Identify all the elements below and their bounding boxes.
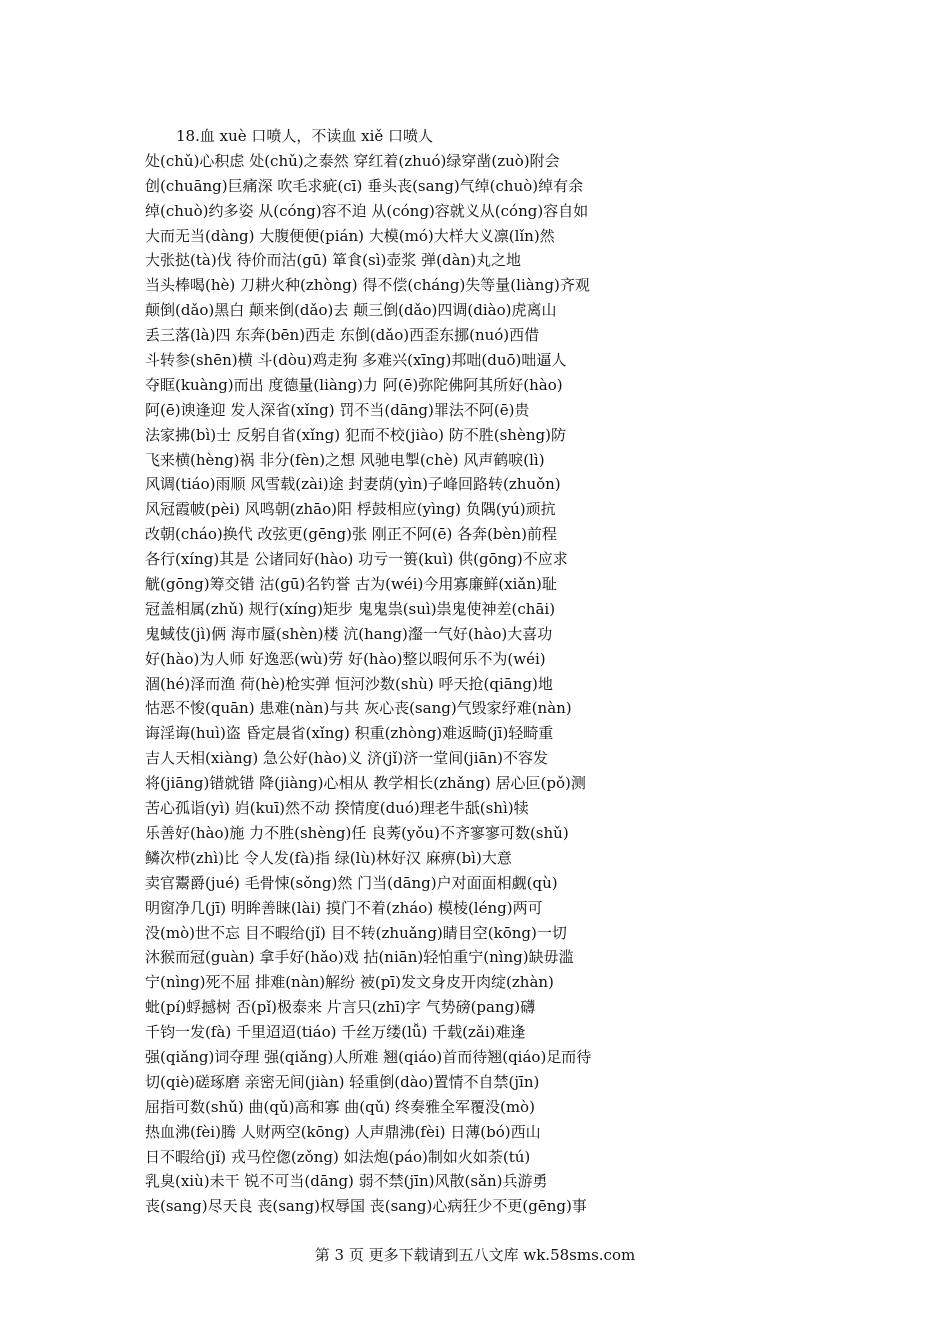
idiom-line: 屈指可数(shǔ) 曲(qǔ)高和寡 曲(qǔ) 终奏雅全军覆没(mò) xyxy=(145,1097,535,1116)
idiom-line: 鳞次栉(zhì)比 令人发(fà)指 绿(lù)林好汉 麻痹(bì)大意 xyxy=(145,848,512,867)
idiom-line: 处(chǔ)心积虑 处(chǔ)之泰然 穿红着(zhuó)绿穿凿(zuò)附会 xyxy=(145,151,560,170)
idiom-line: 丧(sang)尽天良 丧(sang)权辱国 丧(sang)心病狂少不更(gēng)事 xyxy=(145,1197,587,1216)
idiom-line: 诲淫诲(huì)盗 昏定晨省(xǐng) 积重(zhòng)难返畸(jī)轻畸重 xyxy=(145,724,554,743)
idiom-line: 乳臭(xiù)未干 锐不可当(dāng) 弱不禁(jīn)风散(sǎn)兵游勇 xyxy=(145,1172,548,1191)
idiom-line: 斗转参(shēn)横 斗(dòu)鸡走狗 多难兴(xīng)邦咄(duō)咄逼人 xyxy=(145,351,567,370)
page-footer: 第 3 页 更多下载请到五八文库 wk.58sms.com xyxy=(314,1246,636,1264)
idiom-line: 大张挞(tà)伐 待价而沽(gū) 箪食(sì)壶浆 弹(dàn)丸之地 xyxy=(145,251,522,270)
section-heading: 18.血 xuè 口喷人，不读血 xiě 口喷人 xyxy=(176,127,434,145)
idiom-line: 鬼蜮伎(jì)俩 海市蜃(shèn)楼 沆(hang)瀣一气好(hào)大喜功 xyxy=(145,624,553,643)
idiom-line: 热血沸(fèi)腾 人财两空(kōng) 人声鼎沸(fèi) 日薄(bó)西山 xyxy=(145,1122,541,1141)
idiom-line: 法家拂(bì)士 反躬自省(xǐng) 犯而不校(jiào) 防不胜(shèng)防 xyxy=(145,425,566,444)
idiom-line: 切(qiè)磋琢磨 亲密无间(jiàn) 轻重倒(dào)置情不自禁(jīn) xyxy=(145,1072,540,1091)
idiom-line: 飞来横(hèng)祸 非分(fèn)之想 风驰电掣(chè) 风声鹤唳(lì) xyxy=(145,450,545,469)
idiom-line: 将(jiāng)错就错 降(jiàng)心相从 教学相长(zhǎng) 居心叵(pǒ)测 xyxy=(145,774,586,793)
idiom-line: 觥(gōng)筹交错 沽(gū)名钓誉 古为(wéi)今用寡廉鲜(xiǎn)耻 xyxy=(145,575,557,594)
idiom-line: 风调(tiáo)雨顺 风雪载(zài)途 封妻荫(yìn)子峰回路转(zhuǒn) xyxy=(145,475,561,494)
idiom-line: 乐善好(hào)施 力不胜(shèng)任 良莠(yǒu)不齐寥寥可数(shǔ) xyxy=(145,823,569,842)
idiom-line: 强(qiǎng)词夺理 强(qiǎng)人所难 翘(qiáo)首而待翘(qiáo)足而待 xyxy=(145,1047,592,1066)
idiom-line: 涸(hé)泽而渔 荷(hè)枪实弹 恒河沙数(shù) 呼天抢(qiāng)地 xyxy=(145,674,553,693)
idiom-line: 颠倒(dǎo)黑白 颠来倒(dǎo)去 颠三倒(dǎo)四调(diào)虎离山 xyxy=(145,301,557,320)
idiom-line: 各行(xíng)其是 公诸同好(hào) 功亏一篑(kuì) 供(gōng)不应求 xyxy=(145,550,568,569)
idiom-line: 当头棒喝(hè) 刀耕火种(zhòng) 得不偿(cháng)失等量(liàng)齐观 xyxy=(145,276,590,295)
idiom-line: 明窗净几(jī) 明眸善睐(lài) 摸门不着(zháo) 模棱(léng)两可 xyxy=(145,898,543,917)
document-body xyxy=(145,124,615,1219)
idiom-line: 丢三落(là)四 东奔(bēn)西走 东倒(dǎo)西歪东挪(nuó)西借 xyxy=(145,326,540,345)
idiom-list xyxy=(145,149,615,1219)
idiom-line: 创(chuāng)巨痛深 吹毛求疵(cī) 垂头丧(sang)气绰(chuò)绰有余 xyxy=(145,176,584,195)
idiom-line: 风冠霞帔(pèi) 风鸣朝(zhāo)阳 桴鼓相应(yìng) 负隅(yú)顽抗 xyxy=(145,500,556,519)
idiom-line: 千钧一发(fà) 千里迢迢(tiáo) 千丝万缕(lǚ) 千载(zǎi)难逢 xyxy=(145,1023,526,1042)
idiom-line: 吉人天相(xiàng) 急公好(hào)义 济(jǐ)济一堂间(jiān)不容发 xyxy=(145,749,548,768)
idiom-line: 蚍(pí)蜉撼树 否(pǐ)极泰来 片言只(zhī)字 气势磅(pang)礴 xyxy=(145,998,536,1017)
idiom-line: 苦心孤诣(yì) 岿(kuī)然不动 揆情度(duó)理老牛舐(shì)犊 xyxy=(145,799,529,818)
idiom-line: 宁(nìng)死不屈 排难(nàn)解纷 被(pī)发文身皮开肉绽(zhàn) xyxy=(145,973,554,992)
idiom-line: 夺眶(kuàng)而出 度德量(liàng)力 阿(ē)弥陀佛阿其所好(hào) xyxy=(145,375,563,394)
idiom-line: 阿(ē)谀逢迎 发人深省(xǐng) 罚不当(dāng)罪法不阿(ē)贵 xyxy=(145,400,530,419)
idiom-line: 卖官鬻爵(jué) 毛骨悚(sǒng)然 门当(dāng)户对面面相觑(qù) xyxy=(145,873,558,892)
idiom-line: 改朝(cháo)换代 改弦更(gēng)张 刚正不阿(ē) 各奔(bèn)前程 xyxy=(145,525,557,544)
idiom-line: 冠盖相属(zhǔ) 规行(xíng)矩步 鬼鬼祟(suì)祟鬼使神差(chāi) xyxy=(145,599,556,618)
idiom-line: 好(hào)为人师 好逸恶(wù)劳 好(hào)整以暇何乐不为(wéi) xyxy=(145,649,546,668)
idiom-line: 沐猴而冠(guàn) 拿手好(hǎo)戏 拈(niān)轻怕重宁(nìng)缺毋滥 xyxy=(145,948,574,967)
idiom-line: 日不暇给(jǐ) 戎马倥偬(zǒng) 如法炮(páo)制如火如荼(tú) xyxy=(145,1147,531,1166)
idiom-line: 大而无当(dàng) 大腹便便(pián) 大模(mó)大样大义凛(lǐn)然 xyxy=(145,226,555,245)
idiom-line: 没(mò)世不忘 目不暇给(jǐ) 目不转(zhuǎng)睛目空(kōng)一切 xyxy=(145,923,567,942)
idiom-line: 怙恶不悛(quān) 患难(nàn)与共 灰心丧(sang)气毁家纾难(nàn) xyxy=(145,699,572,718)
idiom-line: 绰(chuò)约多姿 从(cóng)容不迫 从(cóng)容就义从(cóng)容自如 xyxy=(145,201,589,220)
